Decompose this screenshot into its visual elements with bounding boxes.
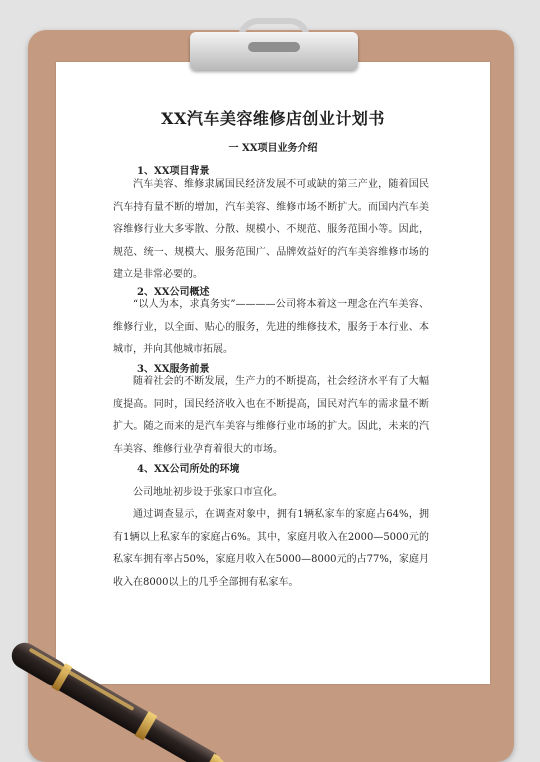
paragraph-survey: 通过调查显示，在调查对象中，拥有1辆私家车的家庭占64%，拥有1辆以上私家车的家庭占6%。其中，家庭月收入在2000—5000元的私家车拥有率占50%，家庭月收入在5000—8000元的占77%，家庭月收入在8000以上的几乎全部拥有私家车。	[113, 509, 429, 588]
document-subtitle: 一 XX项目业务介绍	[228, 143, 318, 154]
paragraph-overview: “以人为本，求真务实”————公司将本着这一理念在汽车美容、维修行业，以全面、贴心的服务，先进的维修技术，服务于本行业、本城市，并向其他城市拓展。	[113, 299, 429, 355]
paragraph-prospects: 随着社会的不断发展，生产力的不断提高，社会经济水平有了大幅度提高。同时，国民经济收入也在不断提高，国民对汽车的需求量不断扩大。随之而来的是汽车美容与维修行业市场的扩大。因此，未来的汽车美容、维修行业孕育着很大的市场。	[113, 376, 429, 455]
section-heading-background: 1、XX项目背景	[137, 166, 210, 177]
fountain-pen-icon	[0, 620, 300, 762]
paragraph-background: 汽车美容、维修隶属国民经济发展不可或缺的第三产业，随着国民汽车持有量不断的增加，汽车美容、维修市场不断扩大。而国内汽车美容维修行业大多零散、分散、规模小、不规范、服务范围小等。因此，规范、统一、规模大、服务范围广、品牌效益好的汽车美容维修市场的建立是非常必要的。	[113, 179, 429, 280]
section-heading-environment: 4、XX公司所处的环境	[137, 464, 240, 475]
document-title: XX汽车美容维修店创业计划书	[161, 109, 385, 128]
section-heading-prospects: 3、XX服务前景	[137, 364, 210, 375]
document-page	[56, 62, 490, 684]
section-heading-overview: 2、XX公司概述	[137, 287, 210, 298]
paragraph-location: 公司地址初步设于张家口市宣化。	[133, 487, 283, 498]
clipboard-clip-icon	[190, 18, 358, 70]
